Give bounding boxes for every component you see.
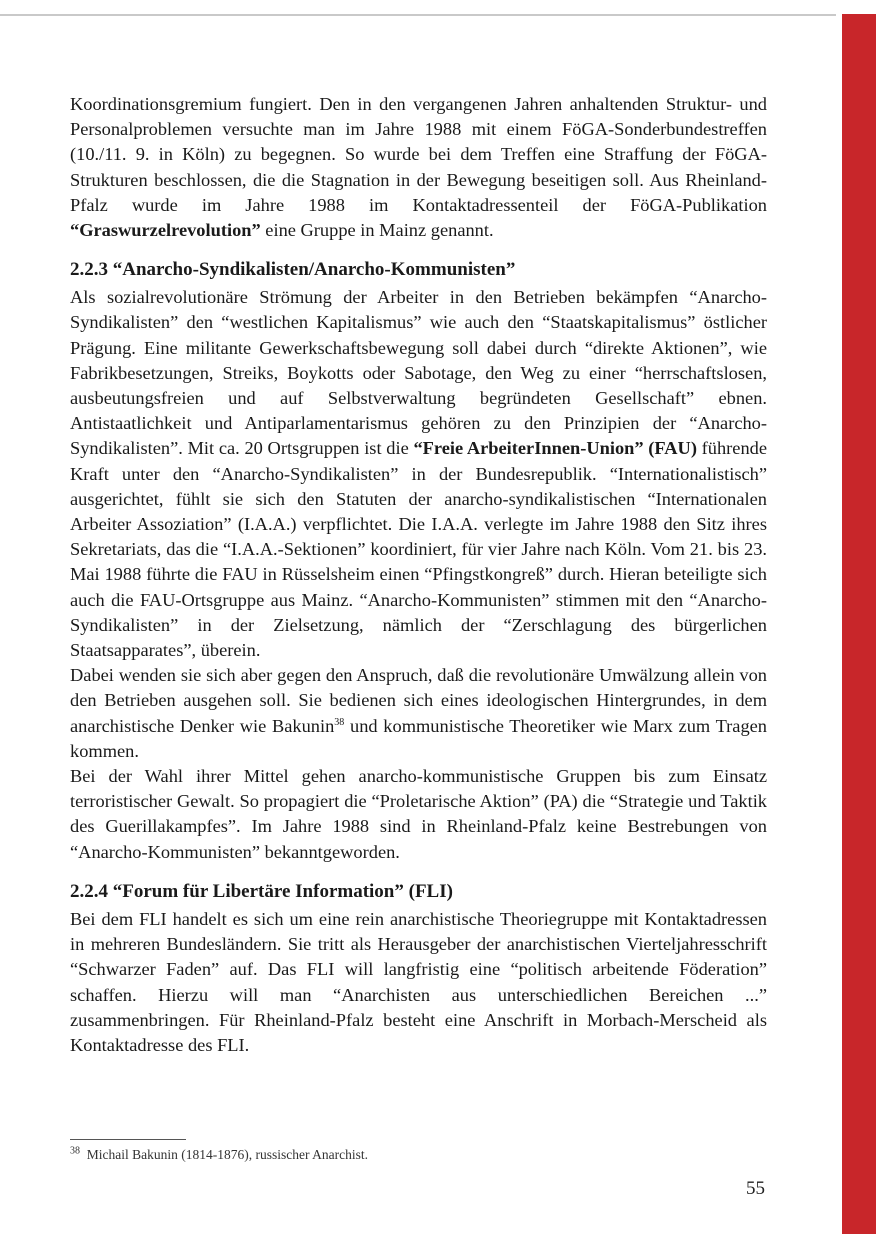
publication-title: “Graswurzelrevolution”: [70, 220, 261, 241]
paragraph-kommunisten: Dabei wenden sie sich aber gegen den Anspruch, daß die revolutionäre Umwälzung allein von den Betrieben ausgehen soll. Sie bedienen sich eines ideologischen Hintergrundes, in dem anarchistische Denker wie Bakunin$^{38}$ und kommunistische Theoretiker wie Marx zum Tragen kommen.: [70, 665, 767, 761]
paragraph-gewalt: Bei der Wahl ihrer Mittel gehen anarcho-kommunistische Gruppen bis zum Einsatz terroristischer Gewalt. So propagiert die “Proletarische Aktion” (PA) die “Strategie und Taktik des Guerillakampfes”. Im Jahre 1988 sind in Rheinland-Pfalz keine Bestrebungen von “Anarcho-Kommunisten” bekanntgeworden.: [70, 766, 767, 862]
page-body: [70, 92, 767, 1058]
section-heading-2-2-3: 2.2.3 “Anarcho-Syndikalisten/Anarcho-Kommunisten”: [70, 259, 516, 281]
footnote-number: 38: [70, 1145, 80, 1157]
paragraph-fli: Bei dem FLI handelt es sich um eine rein anarchistische Theoriegruppe mit Kontaktadressen in mehreren Bundesländern. Sie tritt als Herausgeber der anarchistischen Vierteljahresschrift “Schwarzer Faden” auf. Das FLI will langfristig eine “politisch arbeitende Föderation” schaffen. Hierzu will man “Anarchisten aus unterschiedlichen Bereichen ...” zusammenbringen. Für Rheinland-Pfalz besteht eine Anschrift in Morbach-Merscheid als Kontaktadresse des FLI.: [70, 908, 767, 1055]
red-margin-bar: [842, 14, 876, 1234]
footnote-rule: [70, 1139, 186, 1140]
footnote-text: Michail Bakunin (1814-1876), russischer Anarchist.: [86, 1147, 368, 1162]
paragraph-syndikalisten: Als sozialrevolutionäre Strömung der Arbeiter in den Betrieben bekämpfen “Anarcho-Syndikalisten” den “westlichen Kapitalismus” wie auch den “Staatskapitalismus” östlicher Prägung. Eine militante Gewerkschaftsbewegung soll dabei durch “direkte Aktionen”, wie Fabrikbesetzungen, Streiks, Boykotts oder Sabotage, den Weg zu einer “herrschaftslosen, ausbeutungsfreien und auf Selbstverwaltung begründeten Gesellschaft” ebnen. Antistaatlichkeit und Antiparlamentarismus gehören zu den Prinzipien der “Anarcho-Syndikalisten”. Mit ca. 20 Ortsgruppen ist die “Freie ArbeiterInnen-Union” (FAU) führende Kraft unter den “Anarcho-Syndikalisten” in der Bundesrepublik. “Internationalistisch” ausgerichtet, fühlt sie sich den Statuten der anarcho-syndikalistischen “Internationalen Arbeiter Assoziation” (I.A.A.) verpflichtet. Die I.A.A. verlegte im Jahre 1988 den Sitz ihres Sekretariats, das die “I.A.A.-Sektionen” koordiniert, für vier Jahre nach Köln. Vom 21. bis 23. Mai 1988 führte die FAU in Rüsselsheim einen “Pfingstkongreß” durch. Hieran beteiligte sich auch die FAU-Ortsgruppe aus Mainz. “Anarcho-Kommunisten” stimmen mit den “Anarcho-Syndikalisten” in der Zielsetzung, nämlich der “Zerschlagung des bürgerlichen Staatsapparates”, überein.: [70, 287, 768, 661]
fau-name: “Freie ArbeiterInnen-Union” (FAU): [413, 438, 697, 459]
footnote: [70, 1146, 368, 1164]
page-number: 55: [746, 1178, 765, 1199]
top-rule: [0, 14, 836, 16]
section-heading-2-2-4: 2.2.4 “Forum für Libertäre Information” (FLI): [70, 880, 453, 902]
footnote-reference: 38: [334, 716, 345, 728]
paragraph-intro: Koordinationsgremium fungiert. Den in den vergangenen Jahren anhaltenden Struktur- und Personalproblemen versuchte man im Jahre 1988 mit einem FöGA-Sonderbundestreffen (10./11. 9. in Köln) zu begegnen. So wurde bei dem Treffen eine Straffung der FöGA-Strukturen beschlossen, die die Stagnation in der Bewegung beseitigen soll. Aus Rheinland-Pfalz wurde im Jahre 1988 im Kontaktadressenteil der FöGA-Publikation “Graswurzelrevolution” eine Gruppe in Mainz genannt.: [70, 94, 767, 241]
